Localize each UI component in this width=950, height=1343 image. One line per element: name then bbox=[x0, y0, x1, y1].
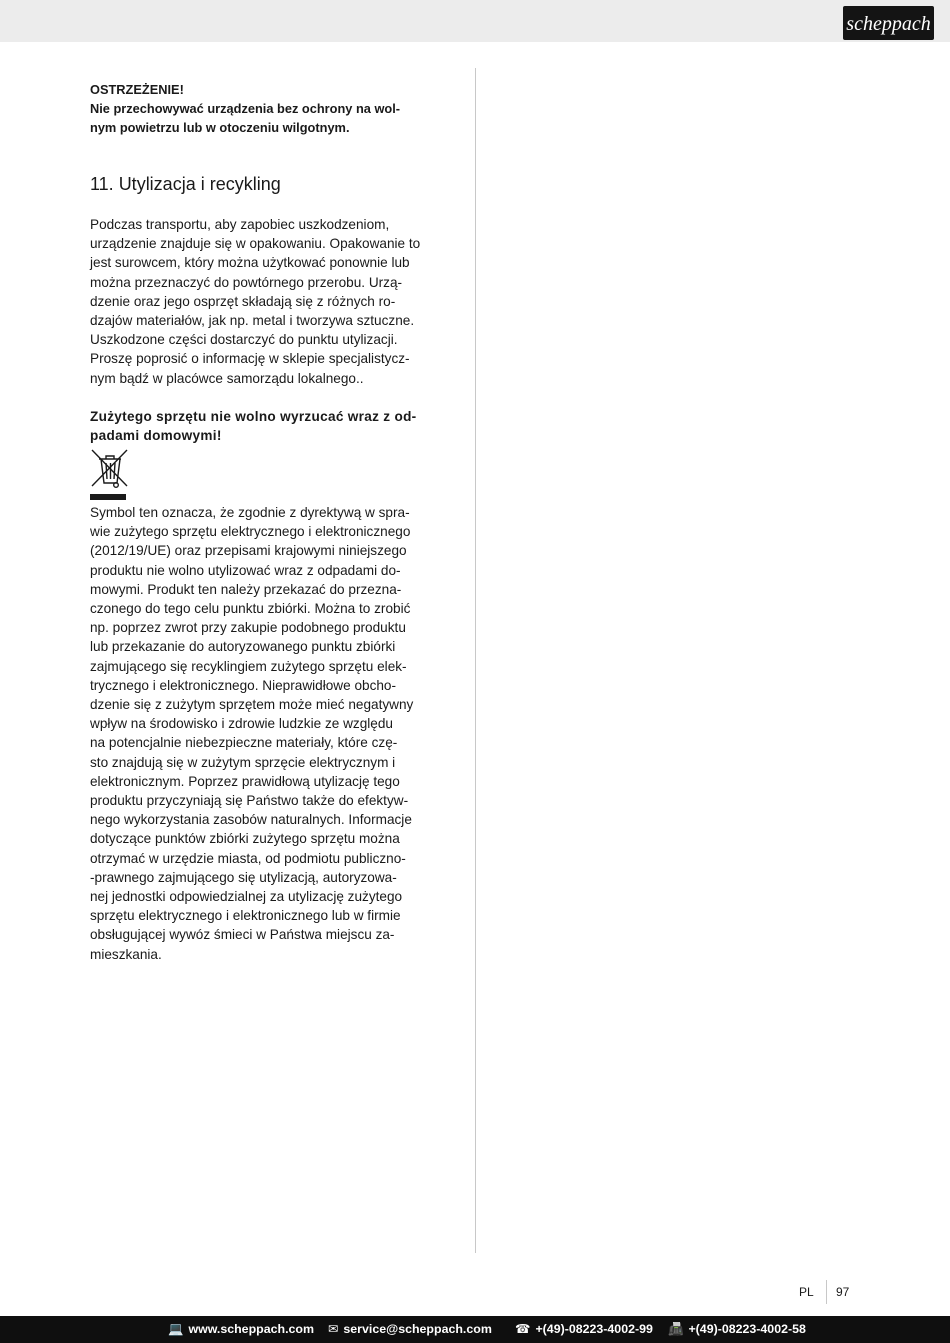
paragraph-line: np. poprzez zwrot przy zakupie podobnego produktu bbox=[90, 620, 406, 636]
paragraph-line: sprzętu elektrycznego i elektronicznego lub w firmie bbox=[90, 908, 401, 924]
weee-paragraph bbox=[90, 503, 435, 964]
paragraph-line: wie zużytego sprzętu elektrycznego i elektronicznego bbox=[90, 524, 411, 540]
paragraph-line: można przeznaczyć do powtórnego przerobu. Urzą- bbox=[90, 274, 403, 290]
paragraph-line: -prawnego zajmującego się utylizacją, autoryzowa- bbox=[90, 869, 397, 885]
bold-warning-line: Zużytego sprzętu nie wolno wyrzucać wraz z od- bbox=[90, 409, 417, 424]
disposal-paragraph bbox=[90, 215, 435, 388]
scheppach-logo[interactable] bbox=[843, 6, 934, 40]
paragraph-line: (2012/19/UE) oraz przepisami krajowymi niniejszego bbox=[90, 543, 407, 559]
crossed-out-wheelie-bin-icon bbox=[90, 448, 130, 502]
paragraph-line: otrzymać w urzędzie miasta, od podmiotu publiczno- bbox=[90, 850, 406, 866]
computer-icon: 💻 bbox=[168, 1322, 184, 1336]
paragraph-line: dzenie oraz jego osprzęt składają się z różnych ro- bbox=[90, 293, 396, 309]
paragraph-line: dzenie się z zużytym sprzętem może mieć negatywny bbox=[90, 697, 414, 713]
contact-bar bbox=[0, 1316, 950, 1343]
phone-link[interactable] bbox=[515, 1316, 653, 1343]
paragraph-line: produktu nie wolno utylizować wraz z odpadami do- bbox=[90, 562, 401, 578]
header-bar bbox=[0, 0, 950, 42]
column-divider bbox=[475, 68, 476, 1253]
paragraph-line: nym bądź w placówce samorządu lokalnego.. bbox=[90, 370, 364, 386]
paragraph-line: lub przekazanie do autoryzowanego punktu zbiórki bbox=[90, 639, 396, 655]
page-number: 97 bbox=[836, 1285, 850, 1299]
email-text: service@scheppach.com bbox=[343, 1322, 492, 1336]
fax-icon: 📠 bbox=[668, 1322, 684, 1336]
paragraph-line: urządzenie znajduje się w opakowaniu. Opakowanie to bbox=[90, 236, 421, 252]
paragraph-line: mieszkania. bbox=[90, 946, 162, 962]
paragraph-line: mowymi. Produkt ten należy przekazać do przezna- bbox=[90, 581, 402, 597]
paragraph-line: Symbol ten oznacza, że zgodnie z dyrektywą w spra- bbox=[90, 505, 410, 520]
language-code: PL bbox=[799, 1285, 814, 1299]
paragraph-line: nej jednostki odpowiedzialnej za utylizację zużytego bbox=[90, 889, 403, 905]
bold-warning-line: padami domowymi! bbox=[90, 428, 222, 444]
section-title: 11. Utylizacja i recykling bbox=[90, 174, 281, 194]
email-link[interactable] bbox=[328, 1316, 492, 1343]
household-waste-warning bbox=[90, 407, 435, 445]
paragraph-line: nego wykorzystania zasobów naturalnych. Informacje bbox=[90, 812, 412, 828]
fax-info bbox=[668, 1316, 806, 1343]
phone-text: +(49)-08223-4002-99 bbox=[535, 1322, 653, 1336]
paragraph-line: Uszkodzone części dostarczyć do punktu utylizacji. bbox=[90, 332, 398, 348]
paragraph-line: Podczas transportu, aby zapobiec uszkodzeniom, bbox=[90, 217, 390, 232]
paragraph-line: trycznego i elektronicznego. Nieprawidłowe obcho- bbox=[90, 677, 397, 693]
email-icon: ✉ bbox=[328, 1322, 339, 1336]
logo-wordmark bbox=[843, 6, 934, 40]
paragraph-line: obsługującej wywóz śmieci w Państwa miejscu za- bbox=[90, 927, 395, 943]
paragraph-line: na potencjalnie niebezpieczne materiały, które czę- bbox=[90, 735, 398, 751]
paragraph-line: produktu przyczyniają się Państwo także do efektyw- bbox=[90, 793, 409, 809]
website-text: www.scheppach.com bbox=[188, 1322, 314, 1336]
paragraph-line: sto znajdują się w zużytym sprzęcie elektrycznym i bbox=[90, 754, 396, 770]
footer-divider bbox=[826, 1280, 827, 1304]
warning-title: OSTRZEŻENIE! bbox=[90, 82, 184, 97]
paragraph-line: wpływ na środowisko i zdrowie ludzkie ze względu bbox=[90, 716, 393, 732]
warning-line: Nie przechowywać urządzenia bez ochrony na wol- bbox=[90, 101, 401, 116]
fax-text: +(49)-08223-4002-58 bbox=[688, 1322, 806, 1336]
paragraph-line: zajmującego się recyklingiem zużytego sprzętu elek- bbox=[90, 658, 407, 674]
storage-warning bbox=[90, 80, 435, 137]
website-link[interactable] bbox=[168, 1316, 314, 1343]
paragraph-line: czonego do tego celu punktu zbiórki. Można to zrobić bbox=[90, 601, 411, 617]
paragraph-line: elektronicznym. Poprzez prawidłową utylizację tego bbox=[90, 773, 400, 789]
logo-text: scheppach bbox=[846, 13, 931, 35]
warning-line: nym powietrzu lub w otoczeniu wilgotnym. bbox=[90, 120, 350, 135]
phone-icon: ☎ bbox=[515, 1322, 531, 1336]
paragraph-line: dotyczące punktów zbiórki zużytego sprzętu można bbox=[90, 831, 400, 847]
paragraph-line: jest surowcem, który można użytkować ponownie lub bbox=[90, 255, 410, 271]
left-column bbox=[90, 80, 435, 962]
paragraph-line: dzajów materiałów, jak np. metal i tworzywa sztuczne. bbox=[90, 313, 415, 329]
paragraph-line: Proszę poprosić o informację w sklepie specjalistycz- bbox=[90, 351, 410, 367]
